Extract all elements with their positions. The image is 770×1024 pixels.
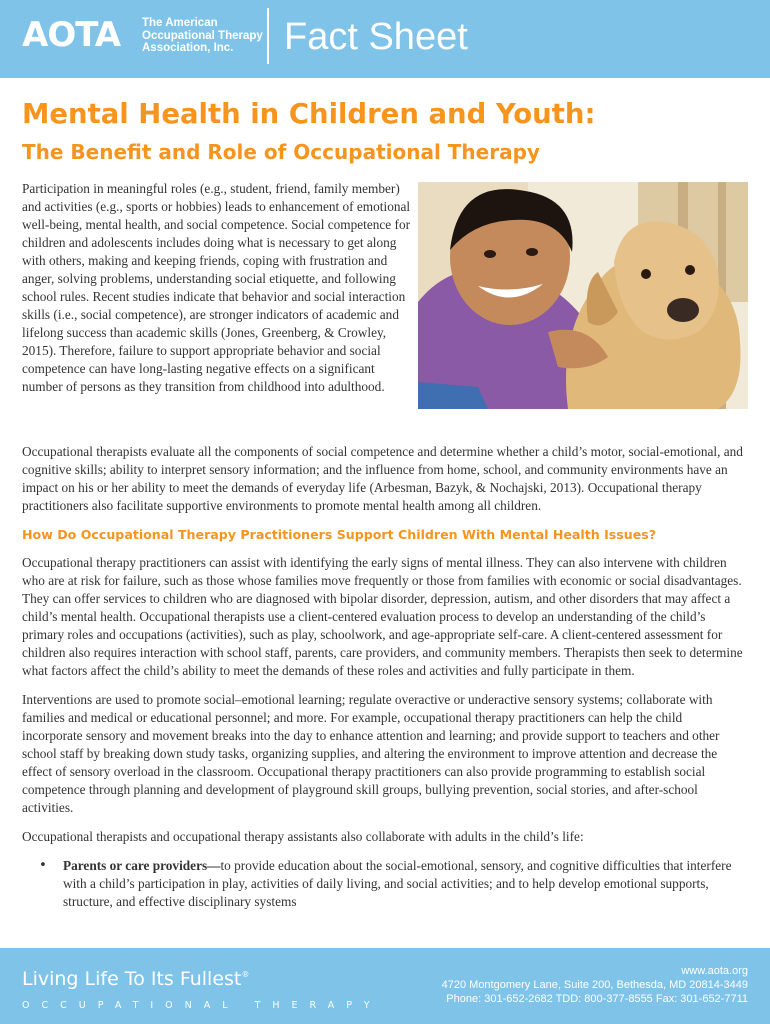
paragraph-collaboration: Occupational therapists and occupational therapy assistants also collaborate with adults in the child’s life: <box>22 829 584 844</box>
bullet-content <box>63 857 744 911</box>
page-subtitle: The Benefit and Role of Occupational Therapy <box>22 140 540 164</box>
bullet-marker: • <box>39 858 47 873</box>
org-name <box>142 17 263 55</box>
header-divider <box>267 8 269 64</box>
bullet-parents <box>22 857 744 911</box>
org-name-line-2: Occupational Therapy <box>142 29 263 42</box>
bullet-term: Parents or care providers— <box>63 858 221 873</box>
intro-paragraph: Participation in meaningful roles (e.g., student, friend, family member) and activities (e.g., sports or hobbies) leads to enhancement of emotional well-being, mental health, and social competence. Social competence for children and adolescents includes doing what is necessary to get along with others, making and keeping friends, coping with frustration and anger, solving problems, understanding social etiquette, and following school rules. Recent studies indicate that behavior and social interaction skills (i.e., social competence), are stronger indicators of academic and lifelong success than academic skills (Jones, Greenberg, & Crowley, 2015). Therefore, failure to support appropriate behavior and social competence can have long-lasting negative effects on a significant number of persons as they transition from childhood into adulthood. <box>22 181 411 394</box>
footer-bar <box>0 948 770 1024</box>
boy-with-dog-photo <box>418 182 748 409</box>
footer-phones: Phone: 301-652-2682 TDD: 800-377-8555 Fax: 301-652-7711 <box>446 993 748 1005</box>
footer-address: 4720 Montgomery Lane, Suite 200, Bethesda, MD 20814-3449 <box>441 979 748 991</box>
paragraph-evaluation: Occupational therapists evaluate all the components of social competence and determine whether a child’s motor, social-emotional, and cognitive skills; ability to interpret sensory information; and the influence from home, school, and community environments have an impact on his or her ability to meet the demands of everyday life (Arbesman, Bazyk, & Nochajski, 2013). Occupational therapy practitioners also facilitate supportive environments to promote mental health among all children. <box>22 444 743 513</box>
paragraph-interventions: Interventions are used to promote social–emotional learning; regulate overactive or underactive sensory systems; collaborate with families and medical or educational personnel; and more. For example, occupational therapy practitioners can help the child incorporate sensory and movement breaks into the day to enhance attention and learning; and provide support to teachers and other school staff by breaking down study tasks, organizing supplies, and altering the environment to improve attention and decrease the effect of sensory overload in the classroom. Occupational therapy practitioners can also provide programming to establish social competence through planning and development of playground skill groups, bullying prevention, social stories, and after-school activities. <box>22 692 720 815</box>
footer-tagline <box>22 967 249 991</box>
footer-url[interactable]: www.aota.org <box>681 965 748 977</box>
footer-contact <box>442 964 748 1006</box>
main-column <box>22 443 744 911</box>
org-name-line-1: The American <box>142 17 218 29</box>
photo-illustration <box>418 182 748 409</box>
bullet-text: to provide education about the social-emotional, sensory, and cognitive difficulties that interfere with a child’s participation in play, activities of daily living, and social activities; and to help develop emotional supports, structure, and effective disciplinary systems <box>63 858 732 909</box>
paragraph-support: Occupational therapy practitioners can assist with identifying the early signs of mental illness. They can also intervene with children who are at risk for failure, such as those whose families move frequently or those from families with economic or social disadvantages. They can offer services to children who are diagnosed with bipolar disorder, depression, autism, and other disorders that may affect a child’s mental health. Occupational therapists use a client-centered evaluation process to develop an understanding of the child’s primary roles and occupations (activities), such as play, schoolwork, and age-appropriate self-care. A client-centered assessment for children also requires interaction with school staff, parents, care providers, and community members. Therapists then seek to determine what factors affect the child’s ability to meet the demands of these roles and activities and fully participate in them. <box>22 555 743 678</box>
tagline-text: Living Life To Its Fullest <box>22 968 242 990</box>
header-title: Fact Sheet <box>284 16 468 58</box>
header-bar <box>0 0 770 78</box>
registered-mark: ® <box>241 970 250 979</box>
footer-occupational-therapy: OCCUPATIONAL THERAPY <box>22 1000 382 1011</box>
org-name-line-3: Association, Inc. <box>142 42 234 54</box>
page-title: Mental Health in Children and Youth: <box>22 98 596 130</box>
section-heading: How Do Occupational Therapy Practitioners Support Children With Mental Health Issues? <box>22 527 657 542</box>
aota-logo: AOTA <box>22 15 121 55</box>
